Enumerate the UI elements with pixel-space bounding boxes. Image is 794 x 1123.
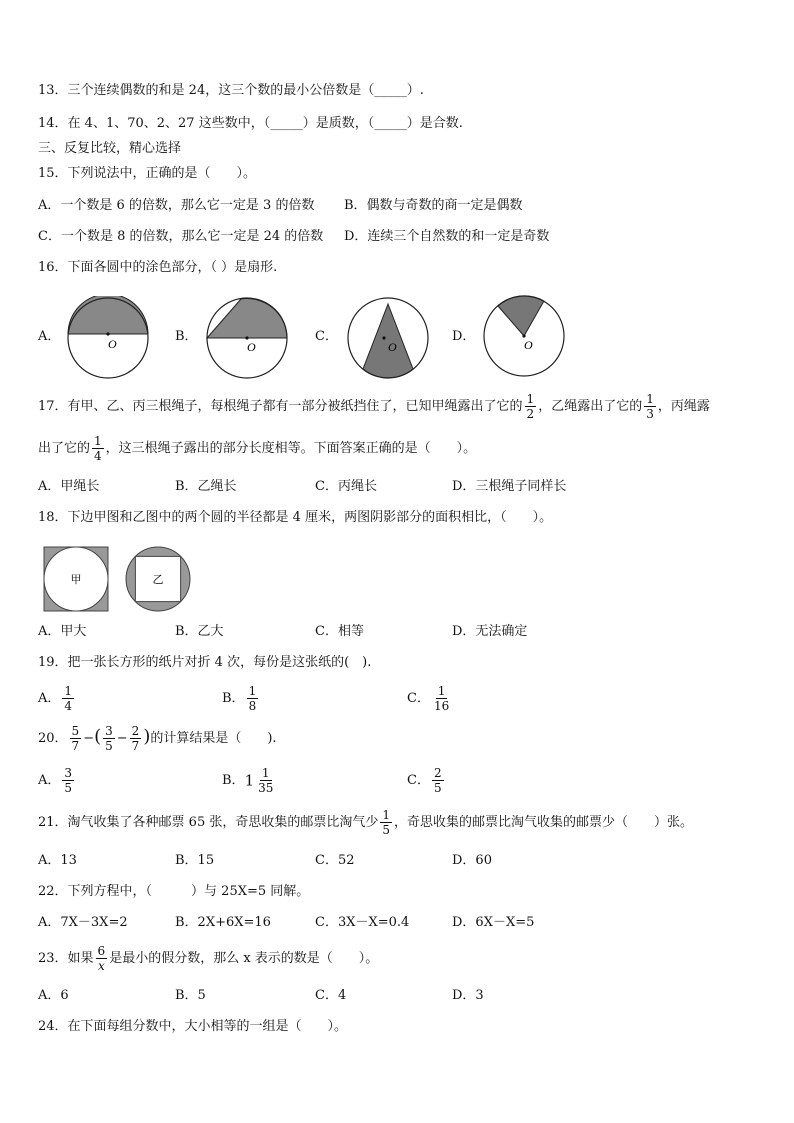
q16-label-c: C． <box>315 329 338 344</box>
q16-label-b: B． <box>175 329 198 344</box>
question-15-stem: 15．下列说法中，正确的是（ ）。 <box>38 166 257 181</box>
fraction: $\frac{3}{5}$ <box>64 766 73 795</box>
q20-option-b: B．1 $\frac{1}{35}$ <box>222 766 274 795</box>
q17-option-a: A．甲绳长 <box>38 479 100 494</box>
q15-option-c: C．一个数是 8 的倍数，那么它一定是 24 的倍数 <box>38 229 324 244</box>
q19-option-a: A． $\frac{1}{4}$ <box>38 684 73 713</box>
fraction: $\frac{5}{7}$ <box>71 724 80 753</box>
q17-option-d: D．三根绳子同样长 <box>452 479 567 494</box>
q23-option-c: C．4 <box>315 988 347 1003</box>
q15-option-d: D．连续三个自然数的和一定是奇数 <box>344 229 550 244</box>
q19-option-c: C． $\frac{1}{16}$ <box>407 684 450 713</box>
question-23-stem: 23．如果 $\frac{6}{x}$ 是最小的假分数，那么 x 表示的数是（ ）。 <box>38 944 379 973</box>
fraction: $\frac{1}{4}$ <box>64 684 73 713</box>
center-label: O <box>247 340 256 354</box>
q18-option-c: C．相等 <box>315 624 364 639</box>
q18-option-b: B．乙大 <box>175 624 224 639</box>
fraction: $\frac{2}{7}$ <box>131 724 140 753</box>
fraction: $\frac{1}{5}$ <box>382 808 390 837</box>
section-heading: 三、反复比较，精心选择 <box>38 141 182 156</box>
figure-label: 甲 <box>70 573 82 586</box>
q21-option-c: C．52 <box>315 853 355 868</box>
figure-label: 乙 <box>152 573 164 586</box>
fraction: $\frac{1}{16}$ <box>433 684 450 713</box>
q16-circle-a <box>66 296 150 380</box>
q16-circle-c <box>346 296 430 380</box>
q21-option-b: B．15 <box>175 853 215 868</box>
q18-figure-jia <box>43 546 109 612</box>
fraction: $\frac{1}{8}$ <box>248 684 257 713</box>
question-16-stem: 16．下面各圆中的涂色部分，（ ）是扇形. <box>38 260 278 275</box>
fraction: $\frac{6}{x}$ <box>97 944 106 973</box>
question-17-line2: 出了它的 $\frac{1}{4}$ ，这三根绳子露出的部分长度相等。下面答案正确的是（ ）。 <box>38 434 477 463</box>
fraction: $\frac{3}{5}$ <box>105 724 113 753</box>
question-14: 14．在 4、1、70、2、27 这些数中，（_____）是质数，（_____）是合数. <box>38 116 463 131</box>
q17-option-c: C．丙绳长 <box>315 479 377 494</box>
q22-option-a: A．7X－3X=2 <box>38 915 128 930</box>
q18-figure-yi <box>125 546 191 612</box>
center-label: O <box>108 337 117 351</box>
q16-label-d: D． <box>452 329 476 344</box>
fraction: $\frac{2}{5}$ <box>433 766 442 795</box>
center-label: O <box>524 338 533 352</box>
question-21-stem: 21．淘气收集了各种邮票 65 张，奇思收集的邮票比淘气少 $\frac{1}{5}$ ，奇思收集的邮票比淘气收集的邮票少（ ）张。 <box>38 808 694 837</box>
question-20-stem: 20． $\frac{5}{7}$ −( $\frac{3}{5}$ − $\frac{2}{7}$ )的计算结果是（ ). <box>38 724 277 753</box>
q23-option-d: D．3 <box>452 988 484 1003</box>
q22-option-c: C．3X－X=0.4 <box>315 915 410 930</box>
q21-option-a: A．13 <box>38 853 77 868</box>
q18-option-d: D．无法确定 <box>452 624 528 639</box>
q18-option-a: A．甲大 <box>38 624 87 639</box>
q21-option-d: D．60 <box>452 853 492 868</box>
question-18-stem: 18．下边甲图和乙图中的两个圆的半径都是 4 厘米，两图阴影部分的面积相比，（ ）。 <box>38 510 553 525</box>
q23-option-b: B．5 <box>175 988 206 1003</box>
fraction: $\frac{1}{3}$ <box>646 392 654 421</box>
question-17-line1: 17．有甲、乙、丙三根绳子，每根绳子都有一部分被纸挡住了，已知甲绳露出了它的 $\frac{1}{2}$ ，乙绳露出了它的 $\frac{1}{3}$ ，丙绳露 <box>38 392 710 421</box>
q20-option-c: C． $\frac{2}{5}$ <box>407 766 442 795</box>
q19-option-b: B． $\frac{1}{8}$ <box>222 684 257 713</box>
q15-option-a: A．一个数是 6 的倍数，那么它一定是 3 的倍数 <box>38 198 315 213</box>
q16-circle-d <box>482 294 566 378</box>
question-19-stem: 19．把一张长方形的纸片对折 4 次，每份是这张纸的( ). <box>38 655 372 670</box>
q16-label-a: A． <box>38 329 61 344</box>
q23-option-a: A．6 <box>38 988 69 1003</box>
center-label: O <box>388 340 397 354</box>
q20-option-a: A． $\frac{3}{5}$ <box>38 766 73 795</box>
fraction: $\frac{1}{4}$ <box>94 434 102 463</box>
question-22-stem: 22．下列方程中，（ ）与 25X=5 同解。 <box>38 884 310 899</box>
question-13: 13．三个连续偶数的和是 24，这三个数的最小公倍数是（_____）. <box>38 83 424 98</box>
q22-option-b: B．2X+6X=16 <box>175 915 271 930</box>
q16-circle-b <box>205 296 289 380</box>
fraction: $\frac{1}{35}$ <box>258 766 274 795</box>
q22-option-d: D．6X－X=5 <box>452 915 535 930</box>
q15-option-b: B．偶数与奇数的商一定是偶数 <box>344 198 523 213</box>
fraction: $\frac{1}{2}$ <box>526 392 535 421</box>
question-24-stem: 24．在下面每组分数中，大小相等的一组是（ ）。 <box>38 1019 348 1034</box>
q17-option-b: B．乙绳长 <box>175 479 237 494</box>
